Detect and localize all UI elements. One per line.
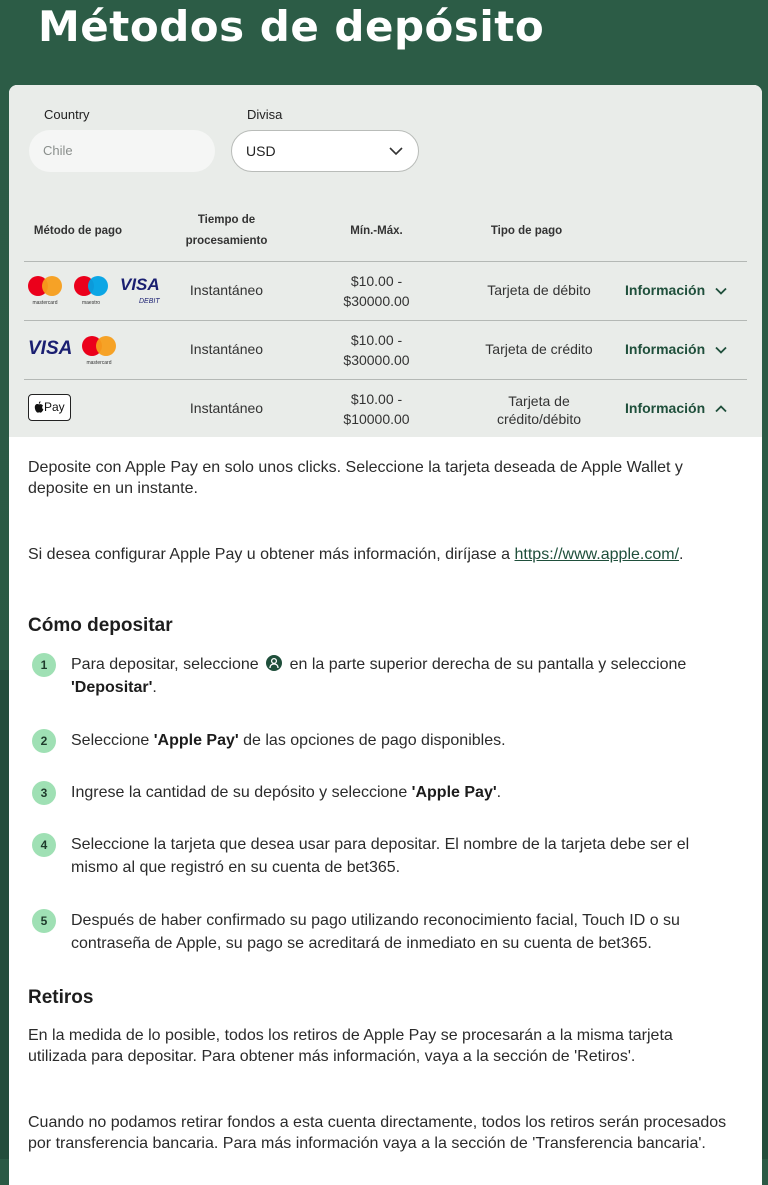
row-time: Instantáneo bbox=[189, 341, 264, 357]
apple-pay-wordmark: Pay bbox=[44, 400, 65, 414]
row-min: $10.00 - bbox=[350, 391, 403, 407]
row-max: $30000.00 bbox=[343, 293, 410, 309]
table-row bbox=[24, 261, 747, 321]
step-text bbox=[71, 729, 726, 752]
chevron-down-icon bbox=[715, 346, 727, 354]
step-text-bold: 'Apple Pay' bbox=[411, 784, 497, 801]
visa-logo bbox=[27, 335, 75, 359]
apple-link-paragraph bbox=[28, 544, 728, 565]
bank-transfer-paragraph: Cuando no podamos retirar fondos a esta cuenta directamente, todos los retiros serán procesados por transferencia bancaria. Para más información vaya a la sección de 'Transferencia bancaria'. bbox=[28, 1114, 727, 1152]
step-number: 4 bbox=[32, 833, 56, 857]
info-label: Información bbox=[625, 400, 706, 416]
step-number: 2 bbox=[32, 729, 56, 753]
step-text-part: Para depositar, seleccione bbox=[71, 656, 264, 673]
table-row bbox=[24, 320, 747, 380]
row-time: Instantáneo bbox=[189, 282, 264, 298]
deposit-methods-card bbox=[9, 85, 762, 1185]
info-label: Información bbox=[625, 341, 706, 357]
apple-link-prefix: Si desea configurar Apple Pay u obtener más información, diríjase a bbox=[28, 546, 515, 563]
currency-label: Divisa bbox=[247, 107, 283, 122]
row-type-line2: crédito/débito bbox=[496, 411, 582, 427]
header-time-line1: Tiempo de bbox=[197, 214, 256, 226]
row-minmax bbox=[319, 330, 434, 370]
how-to-deposit-heading: Cómo depositar bbox=[28, 615, 173, 636]
header-method: Método de pago bbox=[33, 225, 123, 237]
info-button[interactable] bbox=[625, 400, 727, 416]
row-min: $10.00 - bbox=[350, 332, 403, 348]
header-time bbox=[169, 210, 284, 252]
filters-and-table bbox=[9, 85, 762, 437]
info-label: Información bbox=[625, 282, 706, 298]
step-text-part: Seleccione bbox=[71, 732, 154, 749]
debit-wordmark: DEBIT bbox=[139, 298, 160, 305]
step-text bbox=[71, 653, 726, 699]
row-type: Tarjeta de débito bbox=[487, 282, 591, 298]
table-row bbox=[24, 379, 747, 439]
chevron-down-icon bbox=[388, 146, 404, 156]
visa-debit-logo bbox=[119, 274, 163, 306]
row-type-line1: Tarjeta de bbox=[508, 393, 570, 409]
step-number: 1 bbox=[32, 653, 56, 677]
row-max: $30000.00 bbox=[343, 352, 410, 368]
step-text: Después de haber confirmado su pago utilizando reconocimiento facial, Touch ID o su contraseña de Apple, su pago se acreditará de inmediato en su cuenta de bet365. bbox=[71, 912, 680, 952]
maestro-wordmark: maestro bbox=[81, 300, 101, 306]
step-text-part: . bbox=[496, 784, 502, 801]
step-number: 5 bbox=[32, 909, 56, 933]
apple-link-suffix: . bbox=[679, 546, 684, 563]
step-text-part: Ingrese la cantidad de su depósito y seleccione bbox=[71, 784, 412, 801]
maestro-logo bbox=[73, 274, 109, 306]
step-text-bold: 'Depositar' bbox=[71, 679, 153, 696]
mastercard-logo bbox=[27, 274, 63, 306]
chevron-down-icon bbox=[715, 287, 727, 295]
withdrawals-heading: Retiros bbox=[28, 987, 94, 1008]
header-time-line2: procesamiento bbox=[185, 235, 268, 247]
mastercard-logo bbox=[81, 334, 117, 366]
page-title: Métodos de depósito bbox=[38, 2, 545, 51]
row-minmax bbox=[319, 389, 434, 429]
apple-website-link[interactable]: https://www.apple.com/ bbox=[514, 546, 680, 563]
currency-value: USD bbox=[246, 143, 276, 159]
row-max: $10000.00 bbox=[343, 411, 410, 427]
chevron-up-icon bbox=[715, 405, 727, 413]
header-minmax: Mín.-Máx. bbox=[350, 225, 403, 237]
mastercard-wordmark: mastercard bbox=[86, 360, 112, 366]
step-text bbox=[71, 781, 726, 804]
row-type: Tarjeta de crédito bbox=[485, 341, 593, 357]
visa-wordmark: VISA bbox=[120, 275, 160, 294]
step-text-part: en la parte superior derecha de su pantalla y seleccione bbox=[285, 656, 687, 673]
step-text-part: . bbox=[152, 679, 157, 696]
row-min: $10.00 - bbox=[350, 273, 403, 289]
mastercard-wordmark: mastercard bbox=[32, 300, 58, 306]
apple-pay-logo bbox=[28, 394, 71, 421]
account-icon bbox=[266, 655, 282, 671]
step-text-part: de las opciones de pago disponibles. bbox=[238, 732, 506, 749]
info-button[interactable] bbox=[625, 341, 727, 357]
row-type bbox=[469, 392, 609, 428]
step-text: Seleccione la tarjeta que desea usar para depositar. El nombre de la tarjeta debe ser el mismo al que registró en su cuenta de bet365. bbox=[71, 836, 690, 876]
visa-wordmark: VISA bbox=[28, 338, 73, 359]
info-button[interactable] bbox=[625, 282, 727, 298]
country-label: Country bbox=[44, 107, 90, 122]
header-type: Tipo de pago bbox=[490, 225, 563, 237]
apple-icon bbox=[34, 401, 44, 413]
step-text-bold: 'Apple Pay' bbox=[153, 732, 239, 749]
row-time: Instantáneo bbox=[189, 400, 264, 416]
row-minmax bbox=[319, 271, 434, 311]
step-number: 3 bbox=[32, 781, 56, 805]
country-input[interactable]: Chile bbox=[29, 130, 215, 172]
intro-paragraph: Deposite con Apple Pay en solo unos clicks. Seleccione la tarjeta deseada de Apple Wallet y deposite en un instante. bbox=[28, 459, 683, 497]
currency-select[interactable] bbox=[231, 130, 419, 172]
withdrawals-paragraph: En la medida de lo posible, todos los retiros de Apple Pay se procesarán a la misma tarjeta utilizada para depositar. Para obtener más información, vaya a la sección de 'Retiros'. bbox=[28, 1027, 673, 1065]
